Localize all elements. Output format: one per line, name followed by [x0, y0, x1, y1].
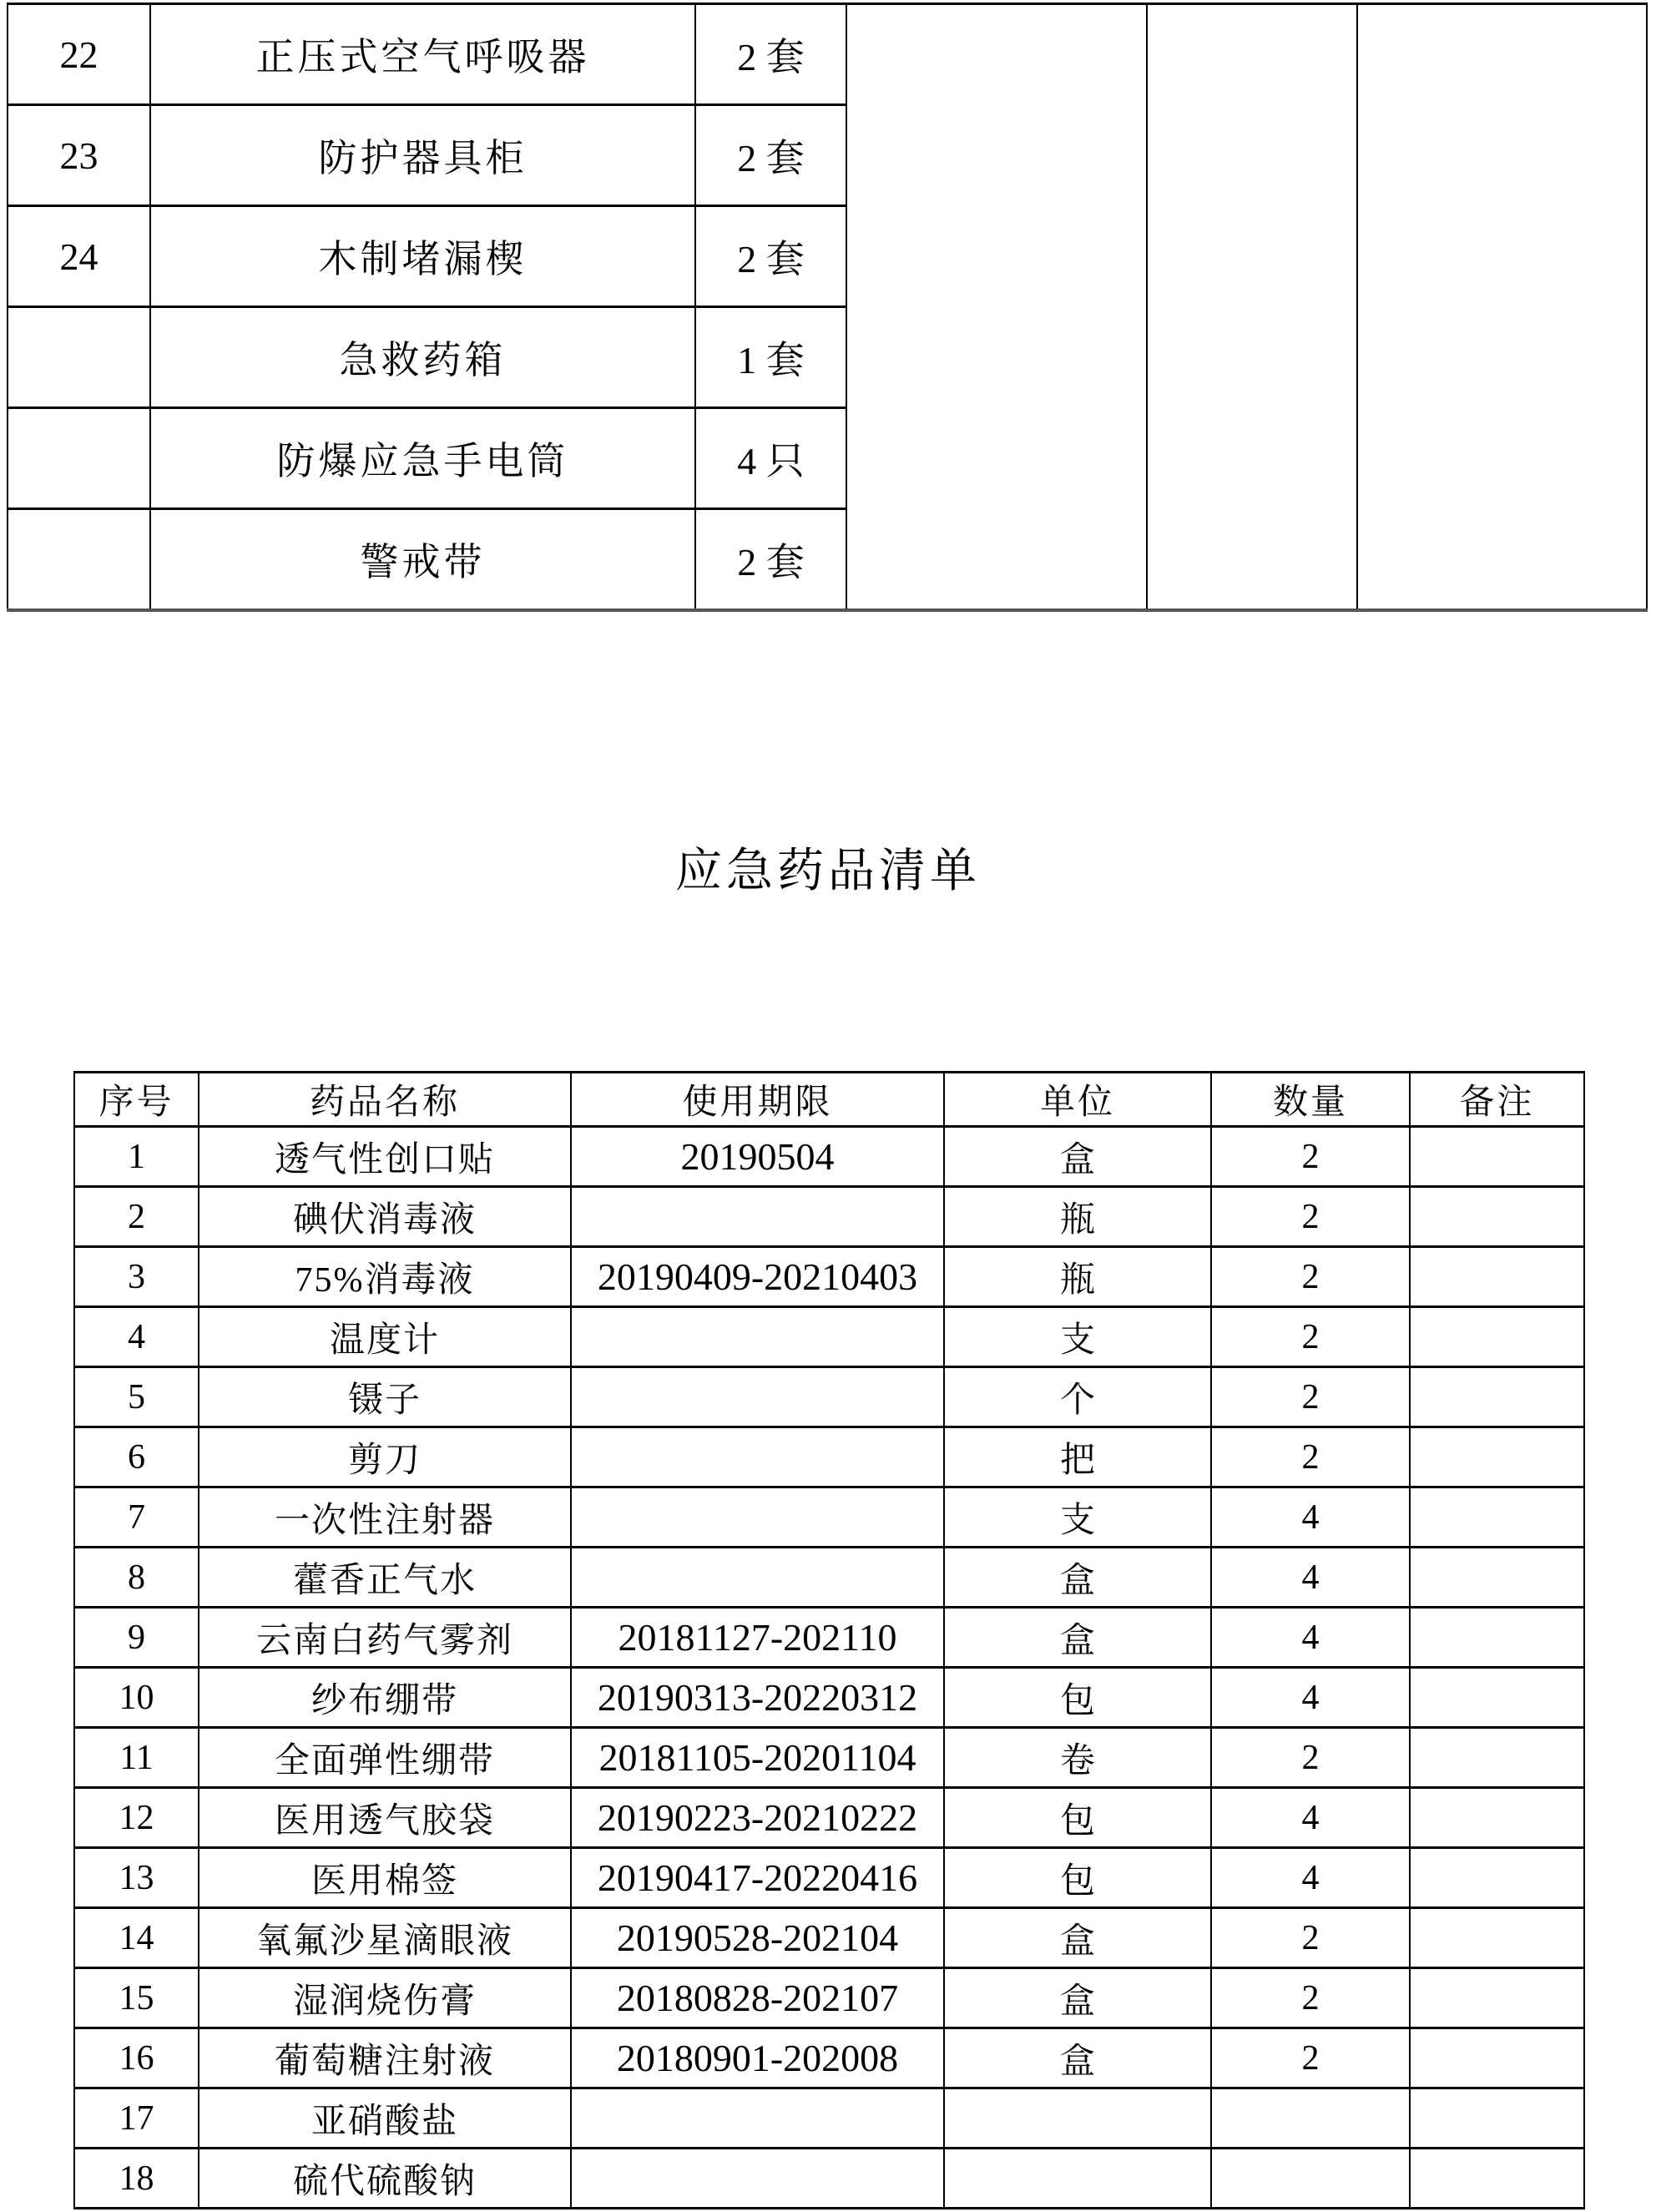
medicine-unit-cell: 盒: [944, 1548, 1211, 1608]
medicine-period-cell: [571, 1487, 944, 1548]
medicine-period-cell: 20180901-202008: [571, 2028, 944, 2088]
medicine-period-cell: [571, 2088, 944, 2149]
medicine-unit-cell: 瓶: [944, 1247, 1211, 1307]
medicine-no-cell: 15: [74, 1968, 199, 2028]
medicine-note-cell: [1410, 1548, 1584, 1608]
medicine-qty-cell: 2: [1211, 1127, 1410, 1187]
equipment-name-cell: 防爆应急手电筒: [150, 408, 695, 509]
medicine-period-cell: 20190504: [571, 1127, 944, 1187]
medicine-row: [74, 2149, 1584, 2209]
medicine-unit-cell: 卷: [944, 1728, 1211, 1788]
equipment-table: [7, 3, 1648, 612]
medicine-no-cell: 9: [74, 1608, 199, 1668]
equipment-no-cell: [8, 307, 150, 408]
medicine-note-cell: [1410, 1788, 1584, 1848]
medicine-header-row: [74, 1073, 1584, 1127]
medicine-row: [74, 1127, 1584, 1187]
medicine-header-unit: 单位: [944, 1073, 1211, 1127]
medicine-period-cell: 20181105-20201104: [571, 1728, 944, 1788]
medicine-period-cell: 20180828-202107: [571, 1968, 944, 2028]
medicine-name-cell: 亚硝酸盐: [199, 2088, 571, 2149]
medicine-unit-cell: 盒: [944, 1968, 1211, 2028]
medicine-no-cell: 4: [74, 1307, 199, 1367]
medicine-name-cell: 纱布绷带: [199, 1668, 571, 1728]
medicine-note-cell: [1410, 1848, 1584, 1908]
equipment-name-cell: 急救药箱: [150, 307, 695, 408]
medicine-name-cell: 氧氟沙星滴眼液: [199, 1908, 571, 1968]
medicine-header-period: 使用期限: [571, 1073, 944, 1127]
medicine-name-cell: 葡萄糖注射液: [199, 2028, 571, 2088]
medicine-qty-cell: 2: [1211, 1367, 1410, 1427]
equipment-empty-column: [846, 4, 1147, 611]
medicine-unit-cell: 盒: [944, 1608, 1211, 1668]
medicine-note-cell: [1410, 1608, 1584, 1668]
medicine-name-cell: 一次性注射器: [199, 1487, 571, 1548]
equipment-qty-cell: 4 只: [695, 408, 846, 509]
medicine-unit-cell: 盒: [944, 2028, 1211, 2088]
medicine-no-cell: 8: [74, 1548, 199, 1608]
medicine-period-cell: [571, 1548, 944, 1608]
equipment-name-cell: 木制堵漏楔: [150, 206, 695, 307]
medicine-note-cell: [1410, 1487, 1584, 1548]
medicine-note-cell: [1410, 1367, 1584, 1427]
medicine-qty-cell: 4: [1211, 1848, 1410, 1908]
medicine-period-cell: [571, 2149, 944, 2209]
medicine-note-cell: [1410, 1127, 1584, 1187]
medicine-note-cell: [1410, 1247, 1584, 1307]
medicine-qty-cell: [1211, 2149, 1410, 2209]
medicine-qty-cell: 4: [1211, 1788, 1410, 1848]
equipment-no-cell: [8, 509, 150, 611]
medicine-no-cell: 11: [74, 1728, 199, 1788]
equipment-qty-cell: 2 套: [695, 105, 846, 206]
medicine-no-cell: 5: [74, 1367, 199, 1427]
medicine-qty-cell: 4: [1211, 1487, 1410, 1548]
equipment-name-cell: 防护器具柜: [150, 105, 695, 206]
medicine-name-cell: 75%消毒液: [199, 1247, 571, 1307]
medicine-row: [74, 1427, 1584, 1487]
medicine-period-cell: 20190313-20220312: [571, 1668, 944, 1728]
equipment-qty-cell: 2 套: [695, 4, 846, 105]
medicine-no-cell: 2: [74, 1187, 199, 1247]
medicine-row: [74, 1728, 1584, 1788]
medicine-row: [74, 1668, 1584, 1728]
medicine-no-cell: 17: [74, 2088, 199, 2149]
medicine-header-note: 备注: [1410, 1073, 1584, 1127]
medicine-name-cell: 透气性创口贴: [199, 1127, 571, 1187]
medicine-no-cell: 3: [74, 1247, 199, 1307]
medicine-row: [74, 1247, 1584, 1307]
equipment-name-cell: 警戒带: [150, 509, 695, 611]
medicine-no-cell: 18: [74, 2149, 199, 2209]
medicine-unit-cell: 把: [944, 1427, 1211, 1487]
equipment-no-cell: [8, 408, 150, 509]
equipment-qty-cell: 1 套: [695, 307, 846, 408]
equipment-table-body: [8, 4, 1647, 611]
medicine-note-cell: [1410, 2088, 1584, 2149]
medicine-note-cell: [1410, 1427, 1584, 1487]
medicine-period-cell: [571, 1427, 944, 1487]
medicine-qty-cell: 2: [1211, 2028, 1410, 2088]
medicine-name-cell: 医用透气胶袋: [199, 1788, 571, 1848]
equipment-no-cell: 23: [8, 105, 150, 206]
medicine-name-cell: 云南白药气雾剂: [199, 1608, 571, 1668]
medicine-period-cell: 20190409-20210403: [571, 1247, 944, 1307]
medicine-period-cell: 20190417-20220416: [571, 1848, 944, 1908]
medicine-note-cell: [1410, 1307, 1584, 1367]
medicine-row: [74, 1367, 1584, 1427]
medicine-no-cell: 10: [74, 1668, 199, 1728]
medicine-row: [74, 1307, 1584, 1367]
equipment-empty-column: [1357, 4, 1647, 611]
medicine-name-cell: 碘伏消毒液: [199, 1187, 571, 1247]
equipment-empty-column: [1147, 4, 1357, 611]
medicine-unit-cell: [944, 2149, 1211, 2209]
medicine-period-cell: [571, 1187, 944, 1247]
medicine-no-cell: 12: [74, 1788, 199, 1848]
medicine-row: [74, 1608, 1584, 1668]
medicine-note-cell: [1410, 1908, 1584, 1968]
medicine-no-cell: 7: [74, 1487, 199, 1548]
medicine-row: [74, 1487, 1584, 1548]
medicine-unit-cell: 包: [944, 1788, 1211, 1848]
medicine-qty-cell: 2: [1211, 1307, 1410, 1367]
medicine-header-qty: 数量: [1211, 1073, 1410, 1127]
medicine-name-cell: 温度计: [199, 1307, 571, 1367]
medicine-period-cell: [571, 1367, 944, 1427]
medicine-unit-cell: 包: [944, 1668, 1211, 1728]
medicine-table-body: [74, 1127, 1584, 2209]
medicine-qty-cell: 2: [1211, 1728, 1410, 1788]
medicine-list-title: 应急药品清单: [675, 846, 981, 897]
medicine-row: [74, 2028, 1584, 2088]
medicine-unit-cell: 包: [944, 1848, 1211, 1908]
medicine-row: [74, 1187, 1584, 1247]
medicine-note-cell: [1410, 1728, 1584, 1788]
medicine-note-cell: [1410, 1968, 1584, 2028]
medicine-note-cell: [1410, 1668, 1584, 1728]
equipment-qty-cell: 2 套: [695, 206, 846, 307]
medicine-unit-cell: [944, 2088, 1211, 2149]
medicine-row: [74, 2088, 1584, 2149]
medicine-qty-cell: 4: [1211, 1608, 1410, 1668]
medicine-no-cell: 14: [74, 1908, 199, 1968]
medicine-note-cell: [1410, 1187, 1584, 1247]
equipment-qty-cell: 2 套: [695, 509, 846, 611]
medicine-name-cell: 藿香正气水: [199, 1548, 571, 1608]
medicine-row: [74, 1548, 1584, 1608]
medicine-name-cell: 剪刀: [199, 1427, 571, 1487]
medicine-no-cell: 1: [74, 1127, 199, 1187]
medicine-qty-cell: 4: [1211, 1668, 1410, 1728]
medicine-unit-cell: 盒: [944, 1127, 1211, 1187]
medicine-header-no: 序号: [74, 1073, 199, 1127]
medicine-unit-cell: 支: [944, 1307, 1211, 1367]
medicine-qty-cell: 2: [1211, 1908, 1410, 1968]
medicine-unit-cell: 盒: [944, 1908, 1211, 1968]
medicine-qty-cell: 2: [1211, 1968, 1410, 2028]
medicine-table-header: [74, 1073, 1584, 1127]
medicine-table: [73, 1071, 1585, 2209]
medicine-row: [74, 1848, 1584, 1908]
medicine-unit-cell: 支: [944, 1487, 1211, 1548]
medicine-period-cell: 20181127-202110: [571, 1608, 944, 1668]
medicine-header-name: 药品名称: [199, 1073, 571, 1127]
medicine-qty-cell: 4: [1211, 1548, 1410, 1608]
medicine-qty-cell: 2: [1211, 1247, 1410, 1307]
medicine-row: [74, 1968, 1584, 2028]
medicine-no-cell: 16: [74, 2028, 199, 2088]
medicine-no-cell: 6: [74, 1427, 199, 1487]
medicine-note-cell: [1410, 2028, 1584, 2088]
equipment-no-cell: 24: [8, 206, 150, 307]
medicine-name-cell: 湿润烧伤膏: [199, 1968, 571, 2028]
medicine-name-cell: 镊子: [199, 1367, 571, 1427]
medicine-period-cell: 20190528-202104: [571, 1908, 944, 1968]
equipment-no-cell: 22: [8, 4, 150, 105]
medicine-unit-cell: 个: [944, 1367, 1211, 1427]
medicine-row: [74, 1908, 1584, 1968]
medicine-period-cell: [571, 1307, 944, 1367]
medicine-qty-cell: 2: [1211, 1187, 1410, 1247]
medicine-unit-cell: 瓶: [944, 1187, 1211, 1247]
medicine-qty-cell: 2: [1211, 1427, 1410, 1487]
medicine-period-cell: 20190223-20210222: [571, 1788, 944, 1848]
medicine-no-cell: 13: [74, 1848, 199, 1908]
medicine-name-cell: 医用棉签: [199, 1848, 571, 1908]
medicine-row: [74, 1788, 1584, 1848]
medicine-note-cell: [1410, 2149, 1584, 2209]
equipment-name-cell: 正压式空气呼吸器: [150, 4, 695, 105]
equipment-row: [8, 4, 1647, 105]
medicine-name-cell: 硫代硫酸钠: [199, 2149, 571, 2209]
medicine-qty-cell: [1211, 2088, 1410, 2149]
medicine-name-cell: 全面弹性绷带: [199, 1728, 571, 1788]
